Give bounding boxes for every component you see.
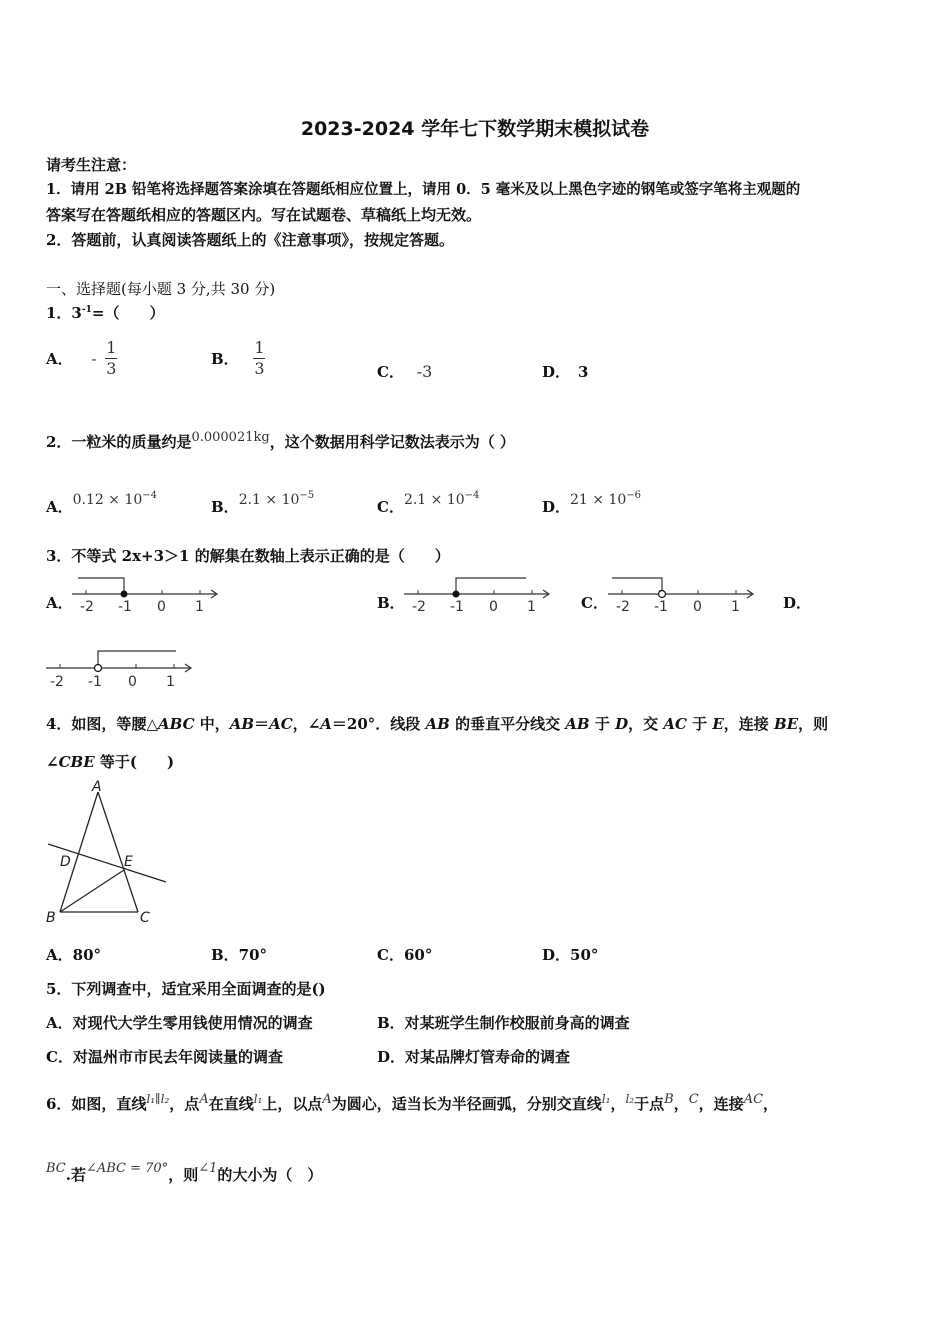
q1-b-fraction xyxy=(253,338,265,379)
notice-line-2: 答案写在答题纸相应的答题区内。写在试题卷、草稿纸上均无效。 xyxy=(46,206,482,224)
q1-a-denominator: 3 xyxy=(106,359,117,378)
q3-number-line-d xyxy=(42,646,200,692)
q6-m1: l₁∥l₂ xyxy=(146,1092,170,1106)
q6-m7: B xyxy=(664,1092,674,1107)
q6-p7: 于点 xyxy=(634,1095,665,1113)
q4-t-c: 中， xyxy=(194,715,230,733)
q4-t-q: 于 xyxy=(686,715,713,733)
q6-p2: ，点 xyxy=(169,1095,200,1113)
q3-d-tick-m2: -2 xyxy=(50,674,64,690)
q2-option-b xyxy=(211,488,315,516)
q1-option-a xyxy=(46,338,117,379)
q1-c-value: -3 xyxy=(416,362,433,381)
q4-t-s: ，连接 xyxy=(723,715,775,733)
page-title: 2023-2024 学年七下数学期末模拟试卷 xyxy=(300,118,650,140)
q4-t-h: A xyxy=(320,715,332,733)
q6-p12: ，则 xyxy=(168,1166,199,1184)
q6-m4: A xyxy=(322,1092,332,1107)
q2-stem xyxy=(46,431,515,452)
q1-a-label: A． xyxy=(46,350,73,368)
q3-number-line-c xyxy=(604,572,762,616)
q4-t-o: ，交 xyxy=(628,715,664,733)
q6-p3: 在直线 xyxy=(208,1095,254,1113)
q3-number-line-a xyxy=(68,572,226,616)
q4-t-f: AC xyxy=(269,715,293,733)
q4-t-m: 于 xyxy=(589,715,616,733)
q4-t-p: AC xyxy=(663,715,687,733)
q4-t-l: AB xyxy=(565,715,590,733)
q4-option-c: C．60° xyxy=(377,946,433,964)
q1-option-d xyxy=(542,361,588,382)
q4-fig-label-b: B xyxy=(46,910,56,926)
q4-fig-label-a: A xyxy=(92,779,102,795)
q4-option-a: A．80° xyxy=(46,946,102,964)
notice-line-3: 2．答题前，认真阅读答题纸上的《注意事项》，按规定答题。 xyxy=(46,231,454,249)
q6-m9: AC xyxy=(743,1092,764,1107)
q3-d-tick-1: 1 xyxy=(166,674,175,690)
q2-stem-post: ，这个数据用科学记数法表示为（ ） xyxy=(269,433,515,451)
notice-heading: 请考生注意： xyxy=(46,156,137,174)
q6-m11: ∠ABC = 70° xyxy=(85,1161,169,1176)
q2-option-a xyxy=(46,488,158,516)
q2-b-value: 2.1 × 10 xyxy=(238,492,300,508)
q6-p4: 上，以点 xyxy=(262,1095,323,1113)
q2-d-value: 21 × 10 xyxy=(570,492,627,508)
q3-c-tick-0: 0 xyxy=(693,599,702,615)
q3-b-tick-1: 1 xyxy=(527,599,536,615)
q3-c-label: C． xyxy=(581,594,608,612)
q6-m12: ∠1 xyxy=(198,1161,218,1176)
q1-b-numerator: 1 xyxy=(254,338,265,357)
q1-b-denominator: 3 xyxy=(254,359,265,378)
q3-number-line-b xyxy=(400,572,558,616)
q2-option-d xyxy=(542,488,642,516)
notice-line-1: 1．请用 2B 铅笔将选择题答案涂填在答题纸相应位置上，请用 0．5 毫米及以上黑色字迹的钢笔或签字笔将主观题的 xyxy=(46,181,801,198)
q4-t2-b: CBE xyxy=(58,753,95,771)
section-heading: 一、选择题(每小题 3 分,共 30 分) xyxy=(46,280,276,298)
q4-triangle-figure xyxy=(44,778,174,928)
q3-a-tick-m1: -1 xyxy=(118,599,132,615)
q3-d-tick-m1: -1 xyxy=(88,674,102,690)
q2-b-label: B． xyxy=(211,498,239,516)
q1-option-c xyxy=(377,361,432,382)
q3-a-tick-0: 0 xyxy=(157,599,166,615)
q2-d-label: D． xyxy=(542,498,571,516)
q4-t-t: BE xyxy=(774,715,799,733)
q1-stem-exponent: -1 xyxy=(81,305,92,315)
q4-t2-c: 等于( ) xyxy=(94,753,175,771)
q6-p9: ，连接 xyxy=(698,1095,744,1113)
q1-stem-tail: =（ ） xyxy=(91,304,165,322)
q3-stem: 3．不等式 2x+3＞1 的解集在数轴上表示正确的是（ ） xyxy=(46,547,450,565)
q4-t2-a: ∠ xyxy=(46,753,59,771)
q6-p10: ， xyxy=(763,1095,779,1113)
q1-a-numerator: 1 xyxy=(106,338,117,357)
q2-stem-math: 0.000021kg xyxy=(191,430,270,445)
q4-t-a: 4．如图，等腰△ xyxy=(46,715,158,733)
q2-d-exponent: −6 xyxy=(626,490,642,501)
q6-p5: 为圆心，适当长为半径画弧，分别交直线 xyxy=(331,1095,602,1113)
q2-stem-pre: 2．一粒米的质量约是 xyxy=(46,433,192,451)
q5-option-a: A．对现代大学生零用钱使用情况的调查 xyxy=(46,1014,313,1032)
q4-stem-line-2 xyxy=(46,751,174,772)
q2-a-exponent: −4 xyxy=(142,490,158,501)
q6-stem-line-2 xyxy=(46,1161,323,1185)
q4-t-k: 的垂直平分线交 xyxy=(449,715,566,733)
q1-c-label: C． xyxy=(377,363,404,381)
q5-option-b: B．对某班学生制作校服前身高的调查 xyxy=(377,1014,630,1032)
q6-stem-line-1 xyxy=(46,1093,778,1114)
q1-d-label: D． xyxy=(542,363,571,381)
q6-m3: l₁ xyxy=(253,1092,263,1106)
q5-option-d: D．对某品牌灯管寿命的调查 xyxy=(377,1048,571,1066)
q4-fig-label-c: C xyxy=(140,910,150,926)
q3-b-tick-0: 0 xyxy=(489,599,498,615)
q4-t-d: AB xyxy=(229,715,255,733)
q3-d-label: D． xyxy=(783,594,812,612)
q3-c-tick-1: 1 xyxy=(731,599,740,615)
q1-a-fraction xyxy=(105,338,117,379)
q3-a-tick-m2: -2 xyxy=(80,599,94,615)
q1-d-value: 3 xyxy=(578,363,589,381)
q1-b-label: B． xyxy=(211,350,239,368)
q6-p13: 的大小为（ ） xyxy=(217,1166,323,1184)
q1-stem-base: 1．3 xyxy=(46,304,82,322)
q6-p6: ， xyxy=(610,1095,626,1113)
q4-t-e: ＝ xyxy=(254,715,270,733)
q4-t-n: D xyxy=(615,715,629,733)
q6-m2: A xyxy=(199,1092,209,1107)
q4-t-r: E xyxy=(712,715,724,733)
q5-option-c: C．对温州市市民去年阅读量的调查 xyxy=(46,1048,283,1066)
q6-m8: C xyxy=(688,1092,699,1107)
q1-option-b xyxy=(211,338,265,379)
q4-option-d: D．50° xyxy=(542,946,599,964)
q6-m6: l₂ xyxy=(625,1092,635,1106)
q2-option-c xyxy=(377,488,480,516)
q3-b-label: B． xyxy=(377,594,405,612)
q3-b-tick-m2: -2 xyxy=(412,599,426,615)
q3-c-tick-m2: -2 xyxy=(616,599,630,615)
q2-c-exponent: −4 xyxy=(464,490,480,501)
q1-stem xyxy=(46,302,164,323)
q2-a-label: A． xyxy=(46,498,73,516)
q4-t-j: AB xyxy=(425,715,450,733)
q5-stem: 5．下列调查中，适宜采用全面调查的是() xyxy=(46,980,326,998)
q2-c-label: C． xyxy=(377,498,404,516)
q2-b-exponent: −5 xyxy=(299,490,315,501)
q6-m10: BC xyxy=(46,1161,66,1176)
q3-c-tick-m1: -1 xyxy=(654,599,668,615)
q4-fig-label-d: D xyxy=(60,854,71,870)
q4-t-g: ，∠ xyxy=(292,715,321,733)
q1-a-sign: - xyxy=(91,349,97,368)
q3-b-tick-m1: -1 xyxy=(450,599,464,615)
q6-p11: .若 xyxy=(65,1166,86,1184)
q6-p1: 6．如图，直线 xyxy=(46,1095,147,1113)
q2-a-value: 0.12 × 10 xyxy=(72,492,143,508)
q6-p8: ， xyxy=(673,1095,689,1113)
q3-a-label: A． xyxy=(46,594,73,612)
q4-t-b: ABC xyxy=(157,715,195,733)
q4-t-i: ＝20°．线段 xyxy=(331,715,426,733)
q4-stem-line-1 xyxy=(46,713,828,734)
q4-option-b: B．70° xyxy=(211,946,268,964)
q4-t-u: ，则 xyxy=(798,715,829,733)
q6-m5: l₁ xyxy=(601,1092,611,1106)
q2-c-value: 2.1 × 10 xyxy=(403,492,465,508)
q4-fig-label-e: E xyxy=(124,854,133,870)
q3-d-tick-0: 0 xyxy=(128,674,137,690)
q3-a-tick-1: 1 xyxy=(195,599,204,615)
